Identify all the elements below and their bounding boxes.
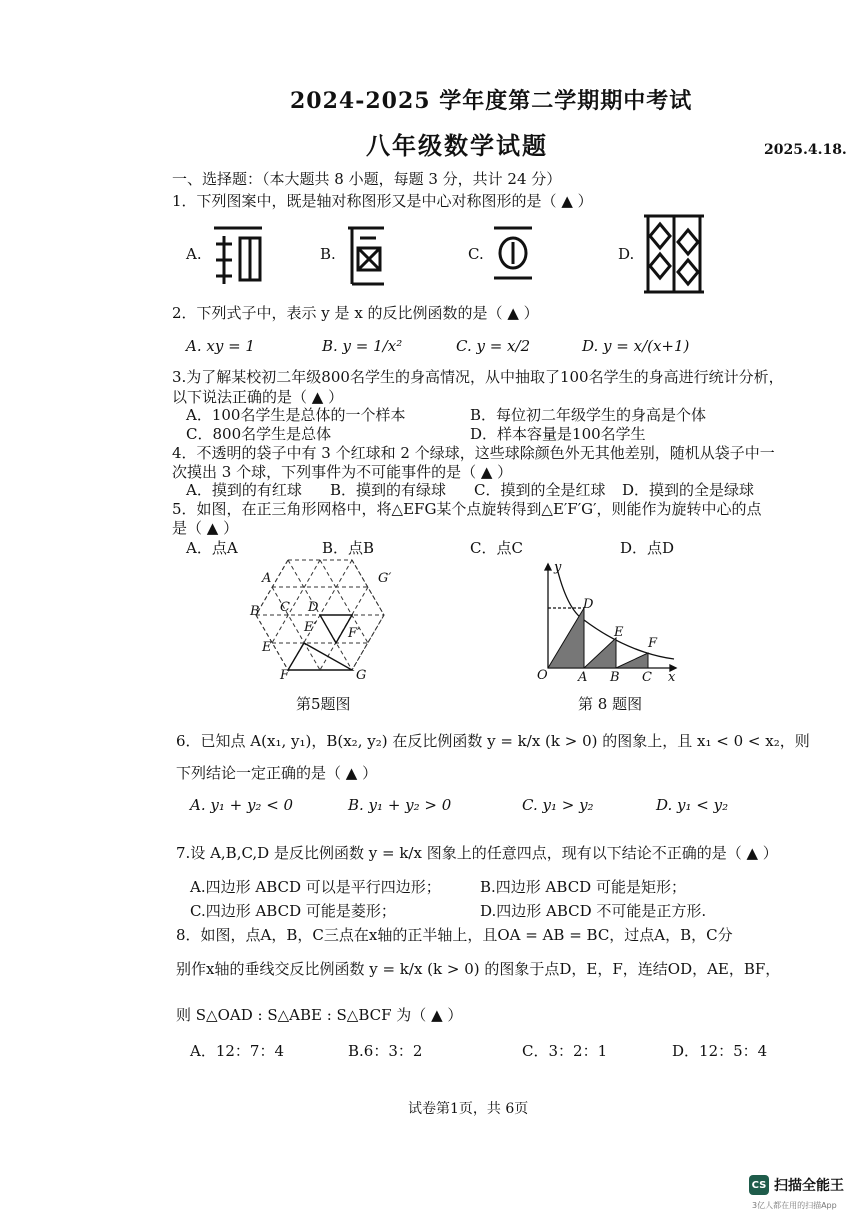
q1-option-a: A. xyxy=(186,245,202,263)
fig8-label-b: B xyxy=(610,670,620,685)
pattern-a-icon xyxy=(212,224,264,288)
fig8-label-f: F xyxy=(648,636,658,651)
fig8-label-a: A xyxy=(578,670,588,685)
fig5-label-f-prime: F′ xyxy=(348,626,360,641)
pattern-d-icon xyxy=(640,212,708,296)
q6-option-b: B. y₁ + y₂ > 0 xyxy=(348,796,452,814)
q2-option-d: D. y = x/(x+1) xyxy=(582,337,690,355)
q4-stem-line2: 次摸出 3 个球，下列事件为不可能事件的是（ ▲ ） xyxy=(172,463,513,481)
q3-option-b: B．每位初二年级学生的身高是个体 xyxy=(470,406,707,424)
q5-option-c: C．点C xyxy=(470,539,523,557)
q3-option-a: A．100名学生是总体的一个样本 xyxy=(186,406,406,424)
q7-option-d: D.四边形 ABCD 不可能是正方形. xyxy=(480,902,707,920)
q7-option-b: B.四边形 ABCD 可能是矩形； xyxy=(480,878,686,896)
q4-option-b: B．摸到的有绿球 xyxy=(330,481,447,499)
q4-stem-line1: 4．不透明的袋子中有 3 个红球和 2 个绿球，这些球除颜色外无其他差别，随机从袋子中一 xyxy=(172,444,775,462)
fig8-label-y: y xyxy=(554,560,562,575)
watermark-brand: 扫描全能王 xyxy=(774,1178,844,1194)
q2-stem: 2．下列式子中，表示 y 是 x 的反比例函数的是（ ▲ ） xyxy=(172,304,539,322)
q3-stem-line1: 3.为了解某校初二年级800名学生的身高情况，从中抽取了100名学生的身高进行统计分析， xyxy=(172,368,784,386)
fig5-label-g-prime: G′ xyxy=(378,571,392,586)
q1-option-c: C. xyxy=(468,245,484,263)
page-footer: 试卷第1页，共 6页 xyxy=(408,1101,529,1117)
q3-option-d: D．样本容量是100名学生 xyxy=(470,425,646,443)
fig5-label-f: F xyxy=(280,668,290,683)
q5-stem-line1: 5．如图，在正三角形网格中，将△EFG某个点旋转得到△E′F′G′，则能作为旋转中心的点 xyxy=(172,500,762,518)
fig5-caption: 第5题图 xyxy=(296,695,351,713)
q8-stem-line2: 别作x轴的垂线交反比例函数 y = k/x (k > 0) 的图象于点D，E，F，连结OD，AE，BF， xyxy=(176,960,781,978)
q6-stem-line1: 6．已知点 A(x₁, y₁)，B(x₂, y₂) 在反比例函数 y = k/x (k > 0) 的图象上，且 x₁ < 0 < x₂，则 xyxy=(176,732,810,750)
pattern-c-icon xyxy=(492,224,534,282)
q8-option-b: B.6：3：2 xyxy=(348,1042,423,1060)
fig8-label-o: O xyxy=(537,668,548,683)
q2-option-b: B. y = 1/x² xyxy=(322,337,403,355)
q3-option-c: C．800名学生是总体 xyxy=(186,425,332,443)
q1-option-d: D. xyxy=(618,245,635,263)
fig5-label-d: D xyxy=(308,600,319,615)
watermark-tagline: 3亿人都在用的扫描App xyxy=(752,1201,837,1210)
fig8-caption: 第 8 题图 xyxy=(578,695,643,713)
q7-option-a: A.四边形 ABCD 可以是平行四边形； xyxy=(190,878,441,896)
q5-stem-line2: 是（ ▲ ） xyxy=(172,519,239,537)
q4-option-d: D．摸到的全是绿球 xyxy=(622,481,755,499)
camscanner-logo-icon: CS xyxy=(749,1175,769,1195)
q4-option-a: A．摸到的有红球 xyxy=(186,481,302,499)
q6-option-c: C. y₁ > y₂ xyxy=(522,796,594,814)
fig5-label-c: C xyxy=(280,600,290,615)
q7-stem: 7.设 A,B,C,D 是反比例函数 y = k/x 图象上的任意四点，现有以下结论不正确的是（ ▲ ） xyxy=(176,844,778,862)
q5-option-b: B．点B xyxy=(322,539,375,557)
q1-stem: 1．下列图案中，既是轴对称图形又是中心对称图形的是（ ▲ ） xyxy=(172,192,593,210)
q7-option-c: C.四边形 ABCD 可能是菱形； xyxy=(190,902,396,920)
q8-option-a: A．12：7：4 xyxy=(190,1042,285,1060)
q8-option-c: C．3：2：1 xyxy=(522,1042,608,1060)
q6-option-d: D. y₁ < y₂ xyxy=(656,796,729,814)
q5-option-d: D．点D xyxy=(620,539,675,557)
q2-option-a: A. xy = 1 xyxy=(186,337,255,355)
section-heading: 一、选择题：（本大题共 8 小题，每题 3 分，共计 24 分） xyxy=(172,170,562,188)
fig5-label-g: G xyxy=(356,668,367,683)
q6-option-a: A. y₁ + y₂ < 0 xyxy=(190,796,294,814)
q6-stem-line2: 下列结论一定正确的是（ ▲ ） xyxy=(176,764,378,782)
q5-option-a: A．点A xyxy=(186,539,238,557)
fig5-label-b: B xyxy=(250,604,260,619)
fig8-label-c: C xyxy=(642,670,652,685)
q8-stem-line3: 则 S△OAD : S△ABE : S△BCF 为（ ▲ ） xyxy=(176,1006,463,1024)
exam-date: 2025.4.18. xyxy=(764,142,847,158)
fig5-label-e: E xyxy=(262,640,272,655)
pattern-b-icon xyxy=(344,224,388,288)
q4-option-c: C．摸到的全是红球 xyxy=(474,481,606,499)
q2-option-c: C. y = x/2 xyxy=(456,337,531,355)
fig5-label-e-prime: E′ xyxy=(304,620,317,635)
fig5-label-a: A xyxy=(262,571,272,586)
q8-stem-line1: 8．如图，点A，B，C三点在x轴的正半轴上，且OA = AB = BC，过点A，B，C分 xyxy=(176,926,733,944)
fig8-label-x: x xyxy=(668,670,676,685)
q1-option-b: B. xyxy=(320,245,336,263)
fig8-label-d: D xyxy=(583,597,594,612)
exam-title: 2024-2025 学年度第二学期期中考试 xyxy=(290,88,693,114)
q8-hyperbola-figure xyxy=(530,558,680,688)
q8-option-d: D．12：5：4 xyxy=(672,1042,768,1060)
fig8-label-e: E xyxy=(614,625,624,640)
exam-subtitle: 八年级数学试题 xyxy=(366,131,548,160)
q3-stem-line2: 以下说法正确的是（ ▲ ） xyxy=(172,388,344,406)
